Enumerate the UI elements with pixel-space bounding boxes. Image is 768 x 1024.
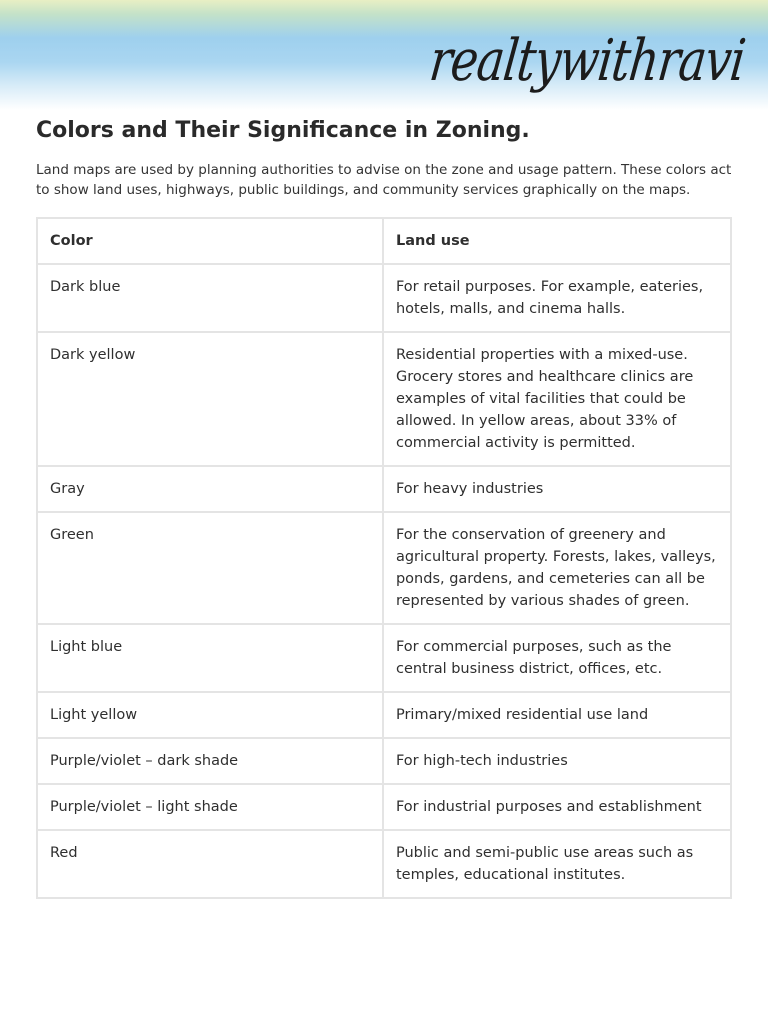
table-header-row [37, 218, 731, 264]
table-row [37, 738, 731, 784]
color-cell: Green [37, 512, 383, 624]
table-row [37, 264, 731, 332]
color-cell: Light yellow [37, 692, 383, 738]
color-cell: Dark yellow [37, 332, 383, 466]
land-use-cell: Public and semi-public use areas such as temples, educational institutes. [383, 830, 731, 898]
intro-paragraph: Land maps are used by planning authorities to advise on the zone and usage pattern. These colors act to show land uses, highways, public buildings, and community services graphically on the maps. [36, 162, 732, 198]
table-row [37, 830, 731, 898]
land-use-cell: For commercial purposes, such as the central business district, offices, etc. [383, 624, 731, 692]
table-row [37, 784, 731, 830]
land-use-cell: For heavy industries [383, 466, 731, 512]
land-use-cell: For high-tech industries [383, 738, 731, 784]
color-cell: Dark blue [37, 264, 383, 332]
color-cell: Gray [37, 466, 383, 512]
page-title: Colors and Their Significance in Zoning. [36, 118, 530, 143]
land-use-cell: Primary/mixed residential use land [383, 692, 731, 738]
color-cell: Red [37, 830, 383, 898]
table-row [37, 692, 731, 738]
table-row [37, 512, 731, 624]
table-row [37, 332, 731, 466]
color-cell: Purple/violet – dark shade [37, 738, 383, 784]
land-use-cell: For industrial purposes and establishment [383, 784, 731, 830]
land-use-cell: For retail purposes. For example, eateries, hotels, malls, and cinema halls. [383, 264, 731, 332]
header-banner [0, 0, 768, 110]
column-header-land-use: Land use [383, 218, 731, 264]
table-row [37, 624, 731, 692]
table-row [37, 466, 731, 512]
column-header-color: Color [37, 218, 383, 264]
color-cell: Purple/violet – light shade [37, 784, 383, 830]
brand-logo: realtywithravi [426, 26, 748, 94]
color-cell: Light blue [37, 624, 383, 692]
zoning-table [36, 217, 732, 899]
land-use-cell: For the conservation of greenery and agricultural property. Forests, lakes, valleys, ponds, gardens, and cemeteries can all be represented by various shades of green. [383, 512, 731, 624]
land-use-cell: Residential properties with a mixed-use. Grocery stores and healthcare clinics are examples of vital facilities that could be allowed. In yellow areas, about 33% of commercial activity is permitted. [383, 332, 731, 466]
